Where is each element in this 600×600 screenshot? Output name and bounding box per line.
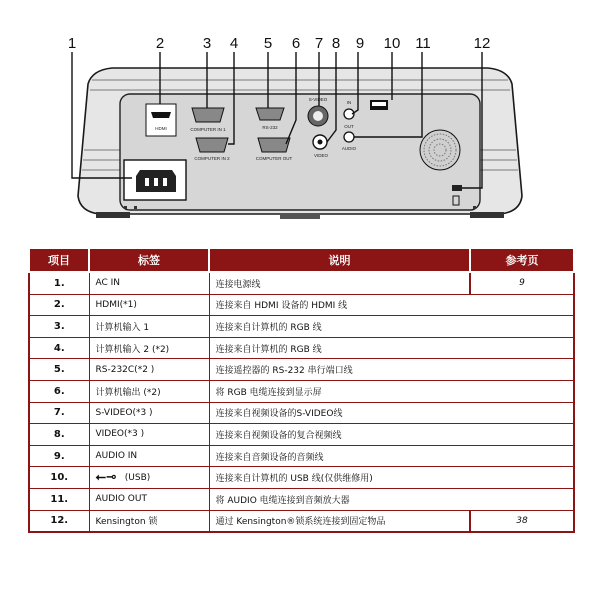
table-row bbox=[29, 380, 574, 402]
audio-out-label: OUT bbox=[344, 124, 354, 129]
left-foot bbox=[96, 212, 130, 218]
row-reference-page: 38 bbox=[470, 510, 574, 532]
header-description: 说明 bbox=[209, 248, 470, 272]
row-label: AUDIO OUT bbox=[89, 488, 209, 510]
row-description: 连接来自计算机的 RGB 线 bbox=[209, 316, 574, 338]
row-label: (USB) bbox=[124, 473, 151, 484]
row-label: 计算机输出 (*2) bbox=[89, 380, 209, 402]
table-row bbox=[29, 445, 574, 467]
row-number: 11. bbox=[29, 488, 89, 510]
hdmi-port-label: HDMI bbox=[155, 126, 167, 131]
video-port bbox=[313, 135, 328, 158]
computer-in-1-port bbox=[190, 108, 226, 132]
row-description: 连接遥控器的 RS-232 串行端口线 bbox=[209, 359, 574, 381]
projector-rear-panel-diagram bbox=[0, 0, 600, 240]
callout-4: 4 bbox=[229, 35, 239, 52]
connector-table bbox=[28, 247, 575, 533]
center-foot bbox=[280, 213, 320, 219]
callout-9: 9 bbox=[355, 35, 365, 52]
row-description: 通过 Kensington®锁系统连接到固定物品 bbox=[209, 510, 470, 532]
row-number: 5. bbox=[29, 359, 89, 381]
row-description: 将 RGB 电缆连接到显示屏 bbox=[209, 380, 574, 402]
table-row bbox=[29, 272, 574, 294]
callout-3: 3 bbox=[202, 35, 212, 52]
callout-6: 6 bbox=[291, 35, 301, 52]
row-number: 6. bbox=[29, 380, 89, 402]
row-label: RS-232C(*2 ) bbox=[89, 359, 209, 381]
row-number: 10. bbox=[29, 467, 89, 489]
row-label: S-VIDEO(*3 ) bbox=[89, 402, 209, 424]
row-description: 连接来自计算机的 USB 线(仅供维修用) bbox=[209, 467, 574, 489]
row-label-cell bbox=[89, 467, 209, 489]
row-description: 连接来自视频设备的S-VIDEO线 bbox=[209, 402, 574, 424]
row-label: AUDIO IN bbox=[89, 445, 209, 467]
callout-11: 11 bbox=[415, 35, 431, 52]
row-number: 12. bbox=[29, 510, 89, 532]
table-row bbox=[29, 467, 574, 489]
row-label: HDMI(*1) bbox=[89, 294, 209, 316]
computer-in-2-label: COMPUTER IN 2 bbox=[194, 156, 230, 161]
row-label: Kensington 锁 bbox=[89, 510, 209, 532]
video-label: VIDEO bbox=[313, 153, 329, 158]
row-number: 7. bbox=[29, 402, 89, 424]
computer-out-label: COMPUTER OUT bbox=[255, 156, 293, 161]
row-number: 2. bbox=[29, 294, 89, 316]
row-number: 4. bbox=[29, 337, 89, 359]
row-description: 连接来自视频设备的复合视频线 bbox=[209, 424, 574, 446]
table-header-row bbox=[29, 248, 574, 272]
computer-in-1-label: COMPUTER IN 1 bbox=[190, 127, 226, 132]
header-item-no: 项目 bbox=[29, 248, 89, 272]
rs232-label: RS-232 bbox=[262, 125, 278, 130]
row-label: VIDEO(*3 ) bbox=[89, 424, 209, 446]
row-reference-page: 9 bbox=[470, 272, 574, 294]
table-row bbox=[29, 337, 574, 359]
row-label: 计算机输入 1 bbox=[89, 316, 209, 338]
speaker-grille bbox=[420, 130, 460, 170]
row-label: 计算机输入 2 (*2) bbox=[89, 337, 209, 359]
computer-in-2-port bbox=[194, 138, 230, 161]
callout-8: 8 bbox=[331, 35, 341, 52]
table-row bbox=[29, 316, 574, 338]
row-number: 8. bbox=[29, 424, 89, 446]
row-description: 连接来自音频设备的音频线 bbox=[209, 445, 574, 467]
ac-in-socket bbox=[124, 160, 186, 200]
header-label: 标签 bbox=[89, 248, 209, 272]
row-label: AC IN bbox=[89, 272, 209, 294]
s-video-label: S-VIDEO bbox=[308, 97, 328, 102]
row-description: 连接来自 HDMI 设备的 HDMI 线 bbox=[209, 294, 574, 316]
table-row bbox=[29, 510, 574, 532]
row-description: 连接来自计算机的 RGB 线 bbox=[209, 337, 574, 359]
callout-5: 5 bbox=[263, 35, 273, 52]
audio-in-label: IN bbox=[346, 100, 352, 105]
header-reference-page: 参考页 bbox=[470, 248, 574, 272]
callout-12: 12 bbox=[473, 35, 491, 52]
row-number: 9. bbox=[29, 445, 89, 467]
callout-7: 7 bbox=[314, 35, 324, 52]
table-row bbox=[29, 402, 574, 424]
hdmi-port bbox=[146, 104, 176, 136]
row-description: 将 AUDIO 电缆连接到音频放大器 bbox=[209, 488, 574, 510]
row-number: 1. bbox=[29, 272, 89, 294]
callout-numbers bbox=[68, 35, 491, 52]
callout-2: 2 bbox=[155, 35, 165, 52]
row-description: 连接电源线 bbox=[209, 272, 470, 294]
table-row bbox=[29, 359, 574, 381]
usb-port bbox=[370, 100, 388, 110]
row-number: 3. bbox=[29, 316, 89, 338]
right-foot bbox=[470, 212, 504, 218]
audio-label: AUDIO bbox=[341, 146, 357, 151]
callout-10: 10 bbox=[383, 35, 401, 52]
s-video-port bbox=[308, 97, 328, 126]
table-row bbox=[29, 488, 574, 510]
callout-1: 1 bbox=[67, 35, 77, 52]
usb-icon: ⭠⊸ bbox=[95, 470, 117, 486]
table-row bbox=[29, 424, 574, 446]
table-row bbox=[29, 294, 574, 316]
